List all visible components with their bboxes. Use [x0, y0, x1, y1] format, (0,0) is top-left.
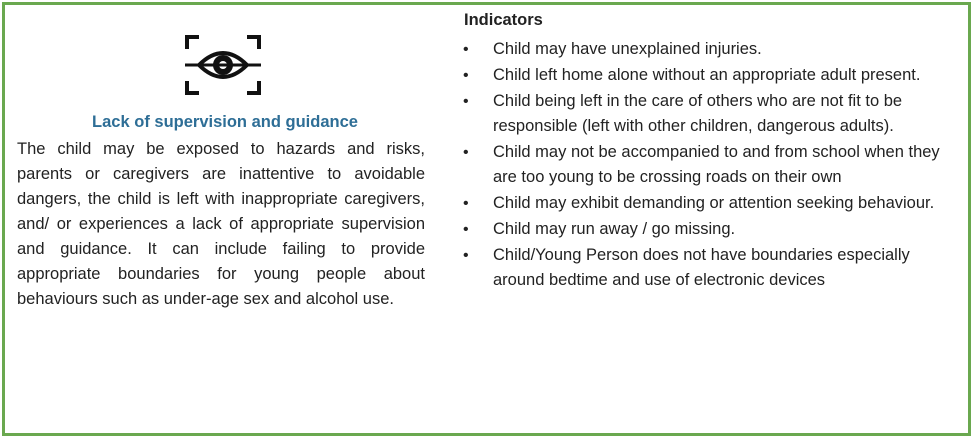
list-item: [435, 140, 960, 190]
eye-in-viewfinder-icon: [185, 35, 261, 95]
list-item-text: Child left home alone without an appropriate adult present.: [493, 66, 921, 84]
list-item-text: Child being left in the care of others who are not fit to be responsible (left with other children, dangerous adults).: [493, 92, 903, 135]
list-item: [435, 89, 960, 139]
card-frame: [2, 2, 971, 436]
indicators-panel: [435, 5, 965, 433]
indicators-list: [435, 37, 960, 294]
list-item-text: Child may not be accompanied to and from school when they are too young to be crossing roads on their own: [493, 143, 940, 186]
list-item-text: Child may exhibit demanding or attention seeking behaviour.: [493, 194, 935, 212]
bullet-icon: •: [463, 67, 469, 84]
bullet-icon: •: [463, 195, 469, 212]
list-item: [435, 37, 960, 62]
list-item: [435, 217, 960, 242]
section-heading: Lack of supervision and guidance: [92, 113, 358, 131]
bullet-icon: •: [463, 41, 469, 58]
bullet-icon: •: [463, 221, 469, 238]
bullet-icon: •: [463, 247, 469, 264]
list-item-text: Child may run away / go missing.: [493, 220, 736, 238]
list-item-text: Child/Young Person does not have boundaries especially around bedtime and use of electronic devices: [493, 246, 910, 289]
section-description: The child may be exposed to hazards and risks, parents or caregivers are inattentive to avoidable dangers, the child is left with inappropriate caregivers, and/ or experiences a lack of appropriate supervision and guidance. It can include failing to provide appropriate boundaries for young people about behaviours such as under-age sex and alcohol use.: [17, 140, 425, 308]
bullet-icon: •: [463, 93, 469, 110]
list-item: [435, 191, 960, 216]
left-panel: [17, 5, 433, 433]
list-item: [435, 63, 960, 88]
bullet-icon: •: [463, 144, 469, 161]
indicators-title: Indicators: [464, 11, 543, 29]
list-item: [435, 243, 960, 293]
list-item-text: Child may have unexplained injuries.: [493, 40, 762, 58]
